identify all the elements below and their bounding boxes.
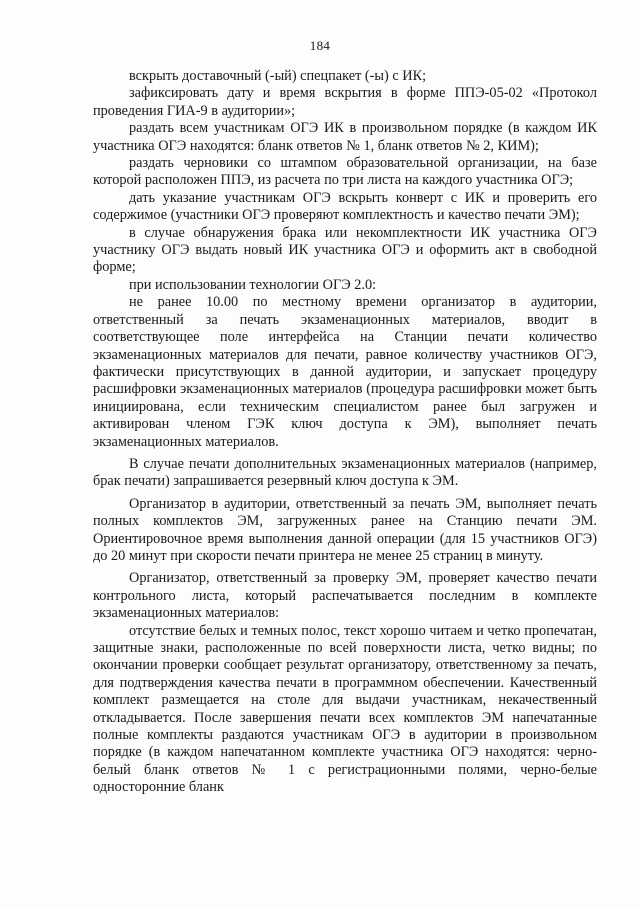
paragraph-distribute-drafts: раздать черновики со штампом образовательной организации, на базе которой расположен ППЭ, из расчета по три листа на каждого участника ОГЭ;: [93, 155, 597, 189]
paragraph-quality-check: Организатор, ответственный за проверку ЭМ, проверяет качество печати контрольного листа, который распечатывается последним в комплекте экзаменационных материалов:: [93, 570, 597, 622]
paragraph-distribute-kits: раздать всем участникам ОГЭ ИК в произвольном порядке (в каждом ИК участника ОГЭ находятся: бланк ответов № 1, бланк ответов № 2, КИМ);: [93, 120, 597, 154]
paragraph-defect-replacement: в случае обнаружения брака или некомплектности ИК участника ОГЭ участнику ОГЭ выдать новый ИК участника ОГЭ и оформить акт в свободной форме;: [93, 224, 597, 276]
paragraph-quality-criteria: отсутствие белых и темных полос, текст хорошо читаем и четко пропечатан, защитные знаки, расположенные по всей поверхности листа, четко видны; по окончании проверки сообщает результат организатору, ответственному за печать, для подтверждения качества печати в программном обеспечении. Качественный комплект размещается на столе для выдачи участникам, некачественный откладывается. После завершения печати всех комплектов ЭМ напечатанные полные комплекты раздаются участникам ОГЭ в аудитории в произвольном порядке (в каждом напечатанном комплекте участника ОГЭ находятся: черно-белый бланк ответов № 1 с регистрационными полями, черно-белые односторонние бланк: [93, 622, 597, 796]
paragraph-check-envelope: дать указание участникам ОГЭ вскрыть конверт с ИК и проверить его содержимое (участники ОГЭ проверяют комплектность и качество печати ЭМ);: [93, 189, 597, 224]
document-body: [93, 68, 597, 797]
paragraph-reserve-key: В случае печати дополнительных экзаменационных материалов (например, брак печати) запрашивается резервный ключ доступа к ЭМ.: [93, 455, 597, 490]
paragraph-print-full-sets: Организатор в аудитории, ответственный за печать ЭМ, выполняет печать полных комплектов ЭМ, загруженных ранее на Станцию печати ЭМ. Ориентировочное время выполнения данной операции (для 15 участников ОГЭ) до 20 минут при скорости печати принтера не менее 25 страниц в минуту.: [93, 495, 597, 564]
paragraph-record-opening-time: зафиксировать дату и время вскрытия в форме ППЭ-05-02 «Протокол проведения ГИА-9 в аудитории»;: [93, 85, 597, 119]
paragraph-print-start: не ранее 10.00 по местному времени организатор в аудитории, ответственный за печать экзаменационных материалов, вводит в соответствующее поле интерфейса на Станции печати количество экзаменационных материалов для печати, равное количеству участников ОГЭ, фактически присутствующих в данной аудитории, и запускает процедуру расшифровки экзаменационных материалов (процедура расшифровки может быть инициирована, если техническим специалистом ранее был загружен и активирован членом ГЭК ключ доступа к ЭМ), выполняет печать экзаменационных материалов.: [93, 294, 597, 450]
paragraph-oge-2-heading: при использовании технологии ОГЭ 2.0:: [129, 276, 377, 293]
paragraph-open-package: вскрыть доставочный (-ый) спецпакет (-ы) с ИК;: [129, 68, 427, 84]
page-number: 184: [309, 38, 331, 53]
